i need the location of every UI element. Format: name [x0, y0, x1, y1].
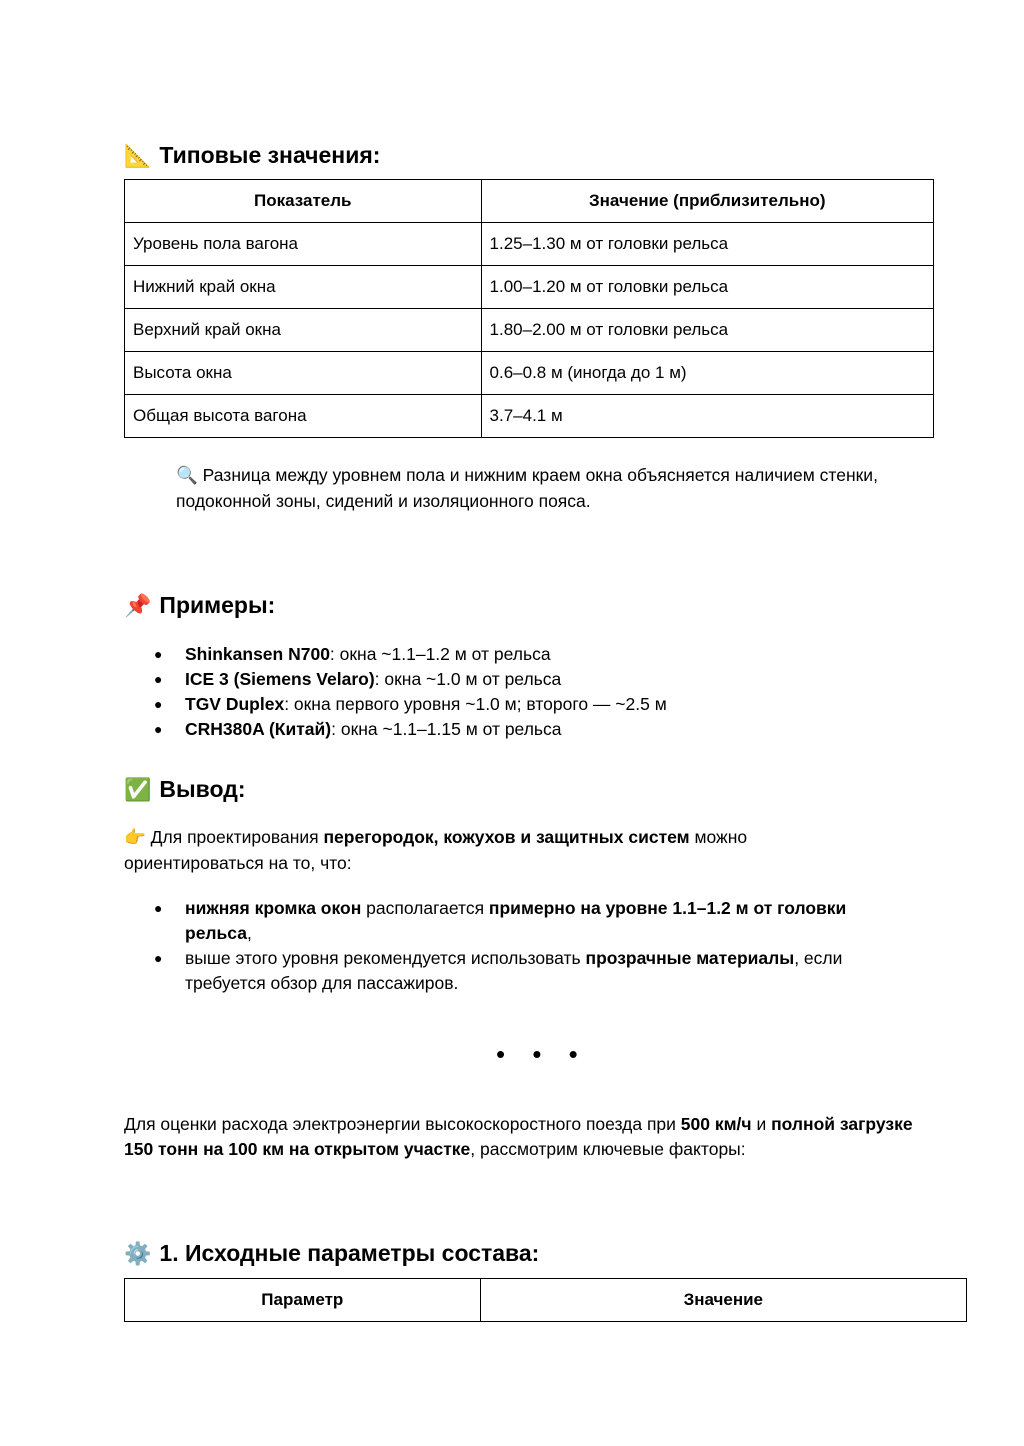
table-row: [125, 223, 934, 266]
list-item: [124, 896, 914, 946]
bullet-icon: ●: [154, 646, 163, 662]
item-text: : окна ~1.0 м от рельса: [374, 669, 562, 689]
pushpin-icon: 📌: [124, 594, 152, 619]
item-bold: TGV Duplex: [185, 694, 285, 714]
triangle-ruler-icon: 📐: [124, 144, 152, 169]
table-cell: Общая высота вагона: [125, 395, 482, 438]
item-bold: примерно на уровне 1.1–1.2 м от головки рельса: [185, 898, 847, 943]
item-text: ,: [246, 923, 252, 943]
list-item: [124, 667, 924, 692]
item-text: : окна ~1.1–1.15 м от рельса: [331, 719, 562, 739]
bold-text: 500 км/ч: [680, 1114, 752, 1134]
conclusion-list: [124, 896, 914, 996]
section-title: Примеры:: [159, 592, 276, 618]
list-item: [124, 692, 924, 717]
text: Для оценки расхода электроэнергии высокоскоростного поезда при: [124, 1114, 681, 1134]
table-cell: Уровень пола вагона: [125, 223, 482, 266]
text: , рассмотрим ключевые факторы:: [470, 1139, 746, 1159]
bold-text: полной загрузке 150 тонн на 100 км на открытом участке: [124, 1114, 913, 1159]
examples-list: [124, 642, 924, 742]
item-text: : окна ~1.1–1.2 м от рельса: [329, 644, 551, 664]
table-cell: 1.80–2.00 м от головки рельса: [481, 309, 933, 352]
bullet-icon: ●: [154, 900, 163, 916]
intro-text-end: можно ориентироваться на то, что:: [124, 827, 748, 873]
item-bold: нижняя кромка окон: [185, 898, 362, 918]
item-bold: прозрачные материалы: [585, 948, 795, 968]
item-text: : окна первого уровня ~1.0 м; второго — ~2.5 м: [284, 694, 667, 714]
bullet-icon: ●: [154, 671, 163, 687]
bullet-icon: ●: [154, 721, 163, 737]
table-header-cell: Значение: [480, 1279, 966, 1322]
magnifier-icon: 🔍: [176, 466, 198, 486]
table-header-row: [125, 180, 934, 223]
list-item: [124, 717, 924, 742]
pointing-hand-icon: 👉: [124, 828, 146, 848]
table-cell: 0.6–0.8 м (иногда до 1 м): [481, 352, 933, 395]
typical-values-table: [124, 179, 934, 438]
conclusion-intro: [124, 825, 824, 876]
item-bold: ICE 3 (Siemens Velaro): [185, 669, 375, 689]
note-text: Разница между уровнем пола и нижним краем окна объясняется наличием стенки, подоконной зоны, сидений и изоляционного пояса.: [176, 465, 878, 511]
table-header-cell: Параметр: [125, 1279, 481, 1322]
energy-paragraph: [124, 1112, 914, 1162]
table-cell: Высота окна: [125, 352, 482, 395]
section-title: Типовые значения:: [159, 142, 381, 168]
list-item: [124, 946, 914, 996]
item-text: располагается: [361, 898, 489, 918]
table-header-cell: Значение (приблизительно): [481, 180, 933, 223]
table-header-cell: Показатель: [125, 180, 482, 223]
section-heading-train-parameters: [124, 1238, 539, 1270]
item-text: выше этого уровня рекомендуется использовать: [185, 948, 586, 968]
table-cell: 1.00–1.20 м от головки рельса: [481, 266, 933, 309]
section-title: 1. Исходные параметры состава:: [159, 1240, 540, 1266]
bullet-icon: ●: [154, 696, 163, 712]
section-heading-conclusion: [124, 774, 246, 806]
table-row: [125, 309, 934, 352]
section-heading-typical-values: [124, 140, 380, 172]
item-bold: Shinkansen N700: [185, 644, 330, 664]
table-cell: 1.25–1.30 м от головки рельса: [481, 223, 933, 266]
gear-icon: ⚙️: [124, 1242, 152, 1267]
train-parameters-table: [124, 1278, 967, 1322]
table-cell: Нижний край окна: [125, 266, 482, 309]
table-cell: 3.7–4.1 м: [481, 395, 933, 438]
section-separator: • • •: [496, 1039, 588, 1069]
intro-text: Для проектирования: [150, 827, 324, 847]
table-row: [125, 395, 934, 438]
note-paragraph: [176, 463, 896, 514]
intro-bold: перегородок, кожухов и защитных систем: [323, 827, 690, 847]
list-item: [124, 642, 924, 667]
table-row: [125, 352, 934, 395]
item-text: , если требуется обзор для пассажиров.: [185, 948, 843, 993]
text: и: [751, 1114, 772, 1134]
section-heading-examples: [124, 590, 275, 622]
check-mark-icon: ✅: [124, 778, 152, 803]
item-bold: CRH380A (Китай): [185, 719, 332, 739]
bullet-icon: ●: [154, 950, 163, 966]
table-header-row: [125, 1279, 967, 1322]
table-cell: Верхний край окна: [125, 309, 482, 352]
table-row: [125, 266, 934, 309]
section-title: Вывод:: [159, 776, 246, 802]
